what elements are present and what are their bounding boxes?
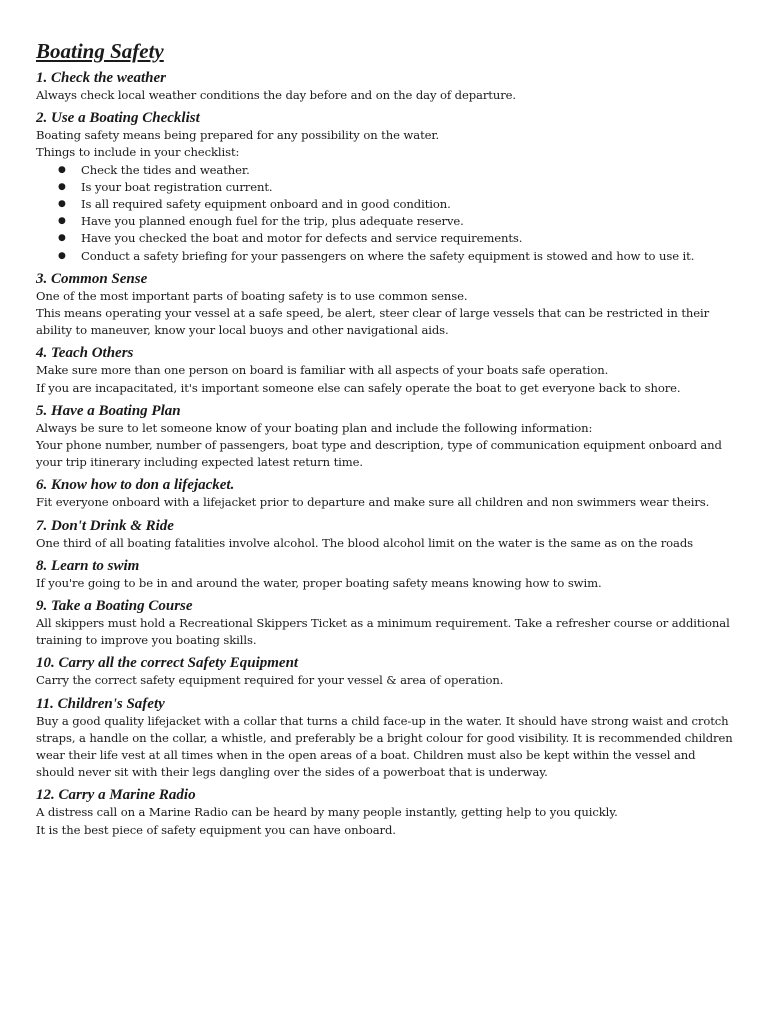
section-7 [36,518,736,552]
section-paragraph: All skippers must hold a Recreational Skippers Ticket as a minimum requirement. Take a refresher course or additional training to improve you boating skills. [36,616,730,648]
checklist-item-text: Is all required safety equipment onboard and in good condition. [81,197,451,212]
bullet-icon: ● [58,250,66,261]
checklist-item [36,230,736,247]
section-paragraph: Boating safety means being prepared for any possibility on the water. [36,128,440,143]
section-heading: 9. Take a Boating Course [36,598,193,615]
section-12 [36,787,736,838]
checklist-item [36,196,736,213]
section-paragraph: Things to include in your checklist: [36,145,240,160]
section-3 [36,271,736,340]
section-paragraph: Fit everyone onboard with a lifejacket prior to departure and make sure all children and non swimmers wear theirs. [36,495,710,510]
checklist [36,162,736,265]
section-1 [36,70,736,104]
bullet-icon: ● [58,181,66,192]
checklist-item [36,162,736,179]
checklist-item [36,213,736,230]
checklist-item-text: Is your boat registration current. [81,179,273,194]
checklist-item-text: Check the tides and weather. [81,162,250,177]
section-paragraph: If you are incapacitated, it's important someone else can safely operate the boat to get everyone back to shore. [36,380,681,395]
section-heading: 4. Teach Others [36,345,134,362]
section-heading: 7. Don't Drink & Ride [36,517,174,534]
section-paragraph: One third of all boating fatalities involve alcohol. The blood alcohol limit on the water is the same as on the roads [36,535,694,550]
section-heading: 1. Check the weather [36,70,166,86]
section-9 [36,598,736,649]
section-paragraph: A distress call on a Marine Radio can be heard by many people instantly, getting help to you quickly. [36,805,618,820]
checklist-item [36,248,736,265]
section-paragraph: Always check local weather conditions the day before and on the day of departure. [36,88,517,102]
section-heading: 12. Carry a Marine Radio [36,787,196,804]
checklist-item-text: Conduct a safety briefing for your passengers on where the safety equipment is stowed and how to use it. [81,248,695,263]
section-11 [36,696,736,782]
section-paragraph: Buy a good quality lifejacket with a collar that turns a child face-up in the water. It should have strong waist and crotch straps, a handle on the collar, a whistle, and preferably be a bright colour for good visibility. It is recommended children wear their life vest at all times when in the open areas of a boat. Children must also be kept within the vessel and should never sit with their legs dangling over the sides of a powerboat that is underway. [36,713,733,780]
section-heading: 6. Know how to don a lifejacket. [36,477,235,494]
section-5 [36,403,736,472]
section-paragraph: If you're going to be in and around the water, proper boating safety means knowing how to swim. [36,575,602,590]
section-10 [36,655,736,689]
checklist-item-text: Have you checked the boat and motor for defects and service requirements. [81,231,523,246]
section-paragraph: This means operating your vessel at a safe speed, be alert, steer clear of large vessels that can be restricted in their ability to maneuver, know your local buoys and other navigational aids. [36,306,710,338]
section-paragraph: Always be sure to let someone know of your boating plan and include the following information: [36,420,593,435]
section-6 [36,477,736,511]
section-heading: 3. Common Sense [36,270,148,287]
checklist-item [36,179,736,196]
section-4 [36,345,736,396]
section-paragraph: It is the best piece of safety equipment you can have onboard. [36,822,396,837]
document-page [36,38,736,845]
checklist-item-text: Have you planned enough fuel for the trip, plus adequate reserve. [81,214,464,229]
bullet-icon: ● [58,164,66,175]
sections-container [36,70,736,839]
section-paragraph: Make sure more than one person on board is familiar with all aspects of your boats safe operation. [36,363,609,378]
section-heading: 5. Have a Boating Plan [36,402,181,419]
section-heading: 10. Carry all the correct Safety Equipment [36,655,299,672]
bullet-icon: ● [58,199,66,210]
section-paragraph: Your phone number, number of passengers, boat type and description, type of communication equipment onboard and your trip itinerary including expected latest return time. [36,438,722,470]
section-paragraph: Carry the correct safety equipment required for your vessel & area of operation. [36,673,504,688]
section-heading: 8. Learn to swim [36,557,140,574]
document-title: Boating Safety [36,39,164,63]
section-heading: 11. Children's Safety [36,695,165,712]
section-8 [36,558,736,592]
section-paragraph: One of the most important parts of boating safety is to use common sense. [36,288,468,303]
bullet-icon: ● [58,216,66,227]
section-2 [36,110,736,265]
section-heading: 2. Use a Boating Checklist [36,110,200,127]
bullet-icon: ● [58,233,66,244]
